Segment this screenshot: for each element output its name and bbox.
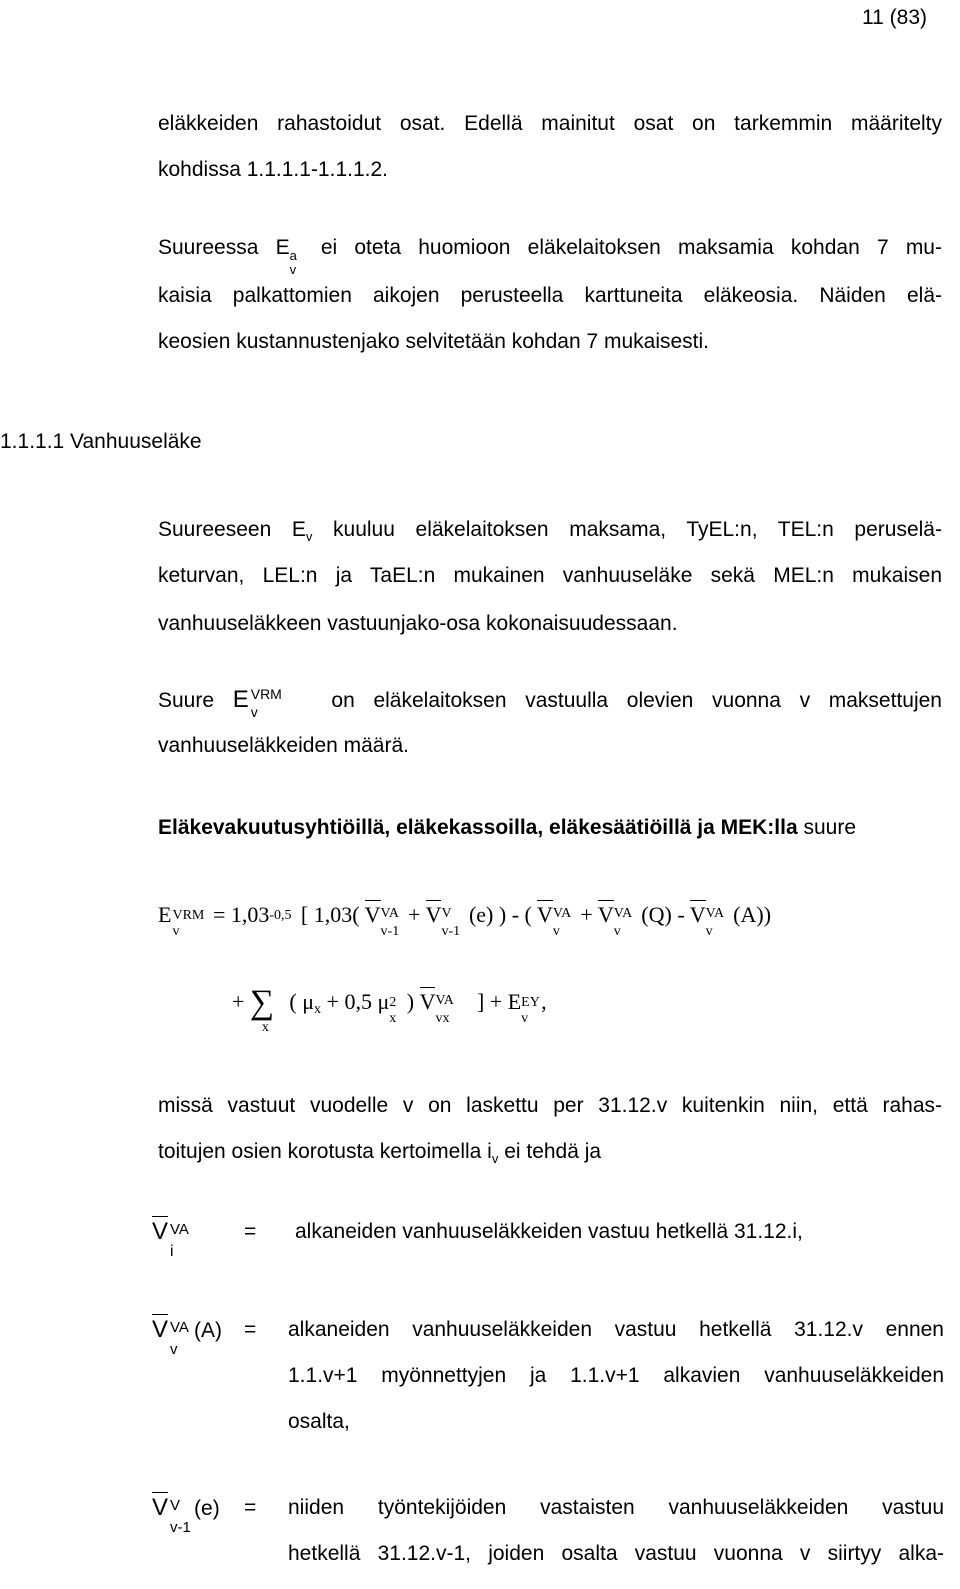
f1-V4-sup: VA [613, 906, 633, 921]
def2-line1: alkaneiden vanhuuseläkkeiden vastuu hetkellä 31.12.v ennen [288, 1318, 944, 1341]
para3-line1 [158, 518, 942, 549]
para3-line2: keturvan, LEL:n ja TaEL:n mukainen vanhuuseläke sekä MEL:n mukaisen [158, 564, 942, 587]
def3-arg: (e) [194, 1497, 220, 1520]
f1-t1: [ 1,03( [300, 902, 360, 927]
section-heading: 1.1.1.1 Vanhuuseläke [0, 430, 202, 453]
def2-line3: osalta, [288, 1410, 350, 1433]
Evrm-sup: VRM [250, 686, 282, 702]
f2-mu2-sup: 2 [389, 995, 397, 1010]
f2-V: V [419, 989, 436, 1014]
f1-V5-sub: v [705, 924, 713, 939]
def1-sup: VA [170, 1221, 189, 1238]
para3-line3: vanhuuseläkkeen vastuunjako-osa kokonaisuudessaan. [158, 612, 678, 635]
def1-eq: = [244, 1220, 257, 1243]
f2-V-sub: vx [435, 1011, 450, 1026]
Ea-sup: a [289, 248, 297, 263]
f1-V1: V [364, 902, 381, 927]
def2-symbol [152, 1316, 223, 1358]
para6-sub: v [491, 1151, 499, 1166]
def1-V: V [152, 1218, 169, 1245]
def3-V: V [152, 1494, 169, 1521]
para4-text-b: on eläkelaitoksen vastuulla olevien vuonna v maksettujen [331, 689, 942, 712]
para5 [158, 816, 856, 840]
def2-sup: VA [170, 1319, 189, 1336]
Evrm-sub: v [250, 704, 258, 720]
def3-eq: = [244, 1496, 257, 1519]
para3-sub: v [305, 529, 313, 544]
para4-line1 [158, 686, 942, 720]
def1-line1: alkaneiden vanhuuseläkkeiden vastuu hetkellä 31.12.i, [295, 1220, 803, 1243]
f2-E-sub: v [521, 1011, 529, 1026]
f1-E: E [158, 902, 172, 927]
f1-plus2: + [580, 902, 593, 927]
def2-eq: = [244, 1318, 257, 1341]
f1-t4: (A)) [733, 902, 772, 927]
f2-t2: + 0,5 μ [326, 989, 390, 1014]
f1-V5-sup: VA [705, 906, 725, 921]
f1-V2: V [425, 902, 442, 927]
f2-E-sup: EY [521, 995, 540, 1010]
def3-sup: V [170, 1497, 181, 1514]
para6-text-b: ei tehdä ja [504, 1140, 602, 1163]
f1-V3: V [536, 902, 553, 927]
f2-t4: ] + E [476, 989, 522, 1014]
f1-eq: = 1,03 [212, 902, 270, 927]
def1-sub: i [170, 1243, 174, 1260]
formula-line1 [158, 902, 772, 939]
Evrm-E: E [232, 686, 249, 713]
para2-text-a: Suureessa E [158, 236, 290, 259]
f1-exp: -0,5 [269, 908, 292, 923]
f1-V2-sup: V [441, 906, 452, 921]
para4-line2: vanhuuseläkkeiden määrä. [158, 734, 409, 757]
def2-sub: v [170, 1341, 178, 1358]
f2-t3: ) [406, 989, 415, 1014]
para1-line1: eläkkeiden rahastoidut osat. Edellä mainitut osat on tarkemmin määritelty [158, 112, 942, 135]
para3-text-b: kuuluu eläkelaitoksen maksama, TyEL:n, TEL:n peruselä- [333, 518, 942, 541]
f2-sigma-sub: x [261, 1020, 269, 1035]
def3-line1: niiden työntekijöiden vastaisten vanhuuseläkkeiden vastuu [288, 1496, 944, 1519]
f2-sigma-wrap [249, 980, 284, 1035]
def3-line2: hetkellä 31.12.v-1, joiden osalta vastuu vuonna v siirtyy alka- [288, 1542, 944, 1565]
para1-line2: kohdissa 1.1.1.1-1.1.1.2. [158, 158, 388, 181]
def2-V: V [152, 1316, 169, 1343]
f2-t5: , [541, 989, 547, 1014]
def2-arg: (A) [194, 1319, 223, 1342]
f1-t2: (e) ) - ( [468, 902, 532, 927]
def3-sub: v-1 [170, 1519, 191, 1536]
para2-line3: keosien kustannustenjako selvitetään kohdan 7 mukaisesti. [158, 330, 710, 353]
def1-symbol [152, 1218, 198, 1260]
f1-E-sub: v [172, 924, 180, 939]
Ea-sub: v [289, 262, 297, 277]
page-number: 11 (83) [862, 6, 927, 29]
f2-t1: ( μ [289, 989, 315, 1014]
para6-text-a: toitujen osien korotusta kertoimella i [158, 1140, 492, 1163]
def2-line2: 1.1.v+1 myönnettyjen ja 1.1.v+1 alkavien vanhuuseläkkeiden [288, 1364, 944, 1387]
def3-symbol [152, 1494, 220, 1536]
f2-mu2-sub: x [389, 1011, 397, 1026]
f1-V1-sup: VA [380, 906, 399, 921]
f1-plus1: + [408, 902, 421, 927]
f1-V5: V [689, 902, 706, 927]
f1-V2-sub: v-1 [441, 924, 461, 939]
para2-line1 [158, 236, 942, 277]
f2-mu-sub: x [314, 1002, 322, 1017]
para3-text-a: Suureeseen E [158, 518, 306, 541]
para6-line2 [158, 1140, 601, 1171]
f1-V4: V [597, 902, 614, 927]
para2-text-b: ei oteta huomioon eläkelaitoksen maksamia kohdan 7 mu- [320, 236, 942, 259]
f1-E-sup: VRM [172, 908, 205, 923]
f1-V1-sub: v-1 [380, 924, 400, 939]
f1-V3-sub: v [552, 924, 560, 939]
Evrm-symbol [232, 686, 313, 720]
formula-line2 [232, 980, 547, 1035]
f2-V-sup: VA [435, 993, 454, 1008]
para5-bold: Eläkevakuutusyhtiöillä, eläkekassoilla, eläkesäätiöillä ja MEK:lla [158, 816, 798, 839]
para4-suure: Suure [158, 689, 215, 712]
f1-t3: (Q) - [641, 902, 685, 927]
para6-line1: missä vastuut vuodelle v on laskettu per 31.12.v kuitenkin niin, että rahas- [158, 1094, 942, 1117]
f1-V3-sup: VA [552, 906, 572, 921]
para5-normal: suure [803, 816, 857, 839]
f2-sigma: ∑ [249, 984, 275, 1021]
f2-plus: + [232, 989, 245, 1014]
para2-line2: kaisia palkattomien aikojen perusteella karttuneita eläkeosia. Näiden elä- [158, 284, 942, 307]
f1-V4-sub: v [613, 924, 621, 939]
